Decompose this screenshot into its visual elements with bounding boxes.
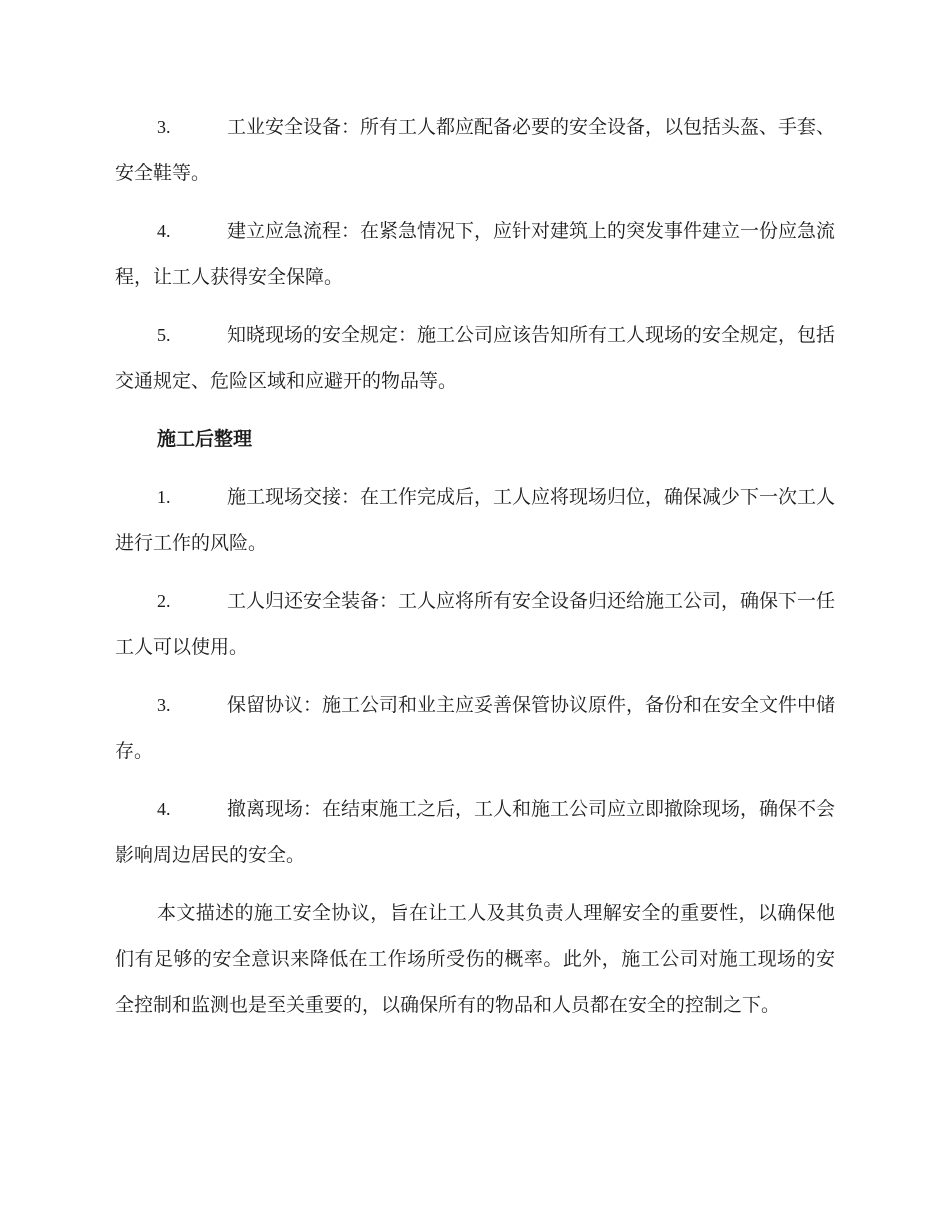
list-text: 建立应急流程：在紧急情况下，应针对建筑上的突发事件建立一份应急流程，让工人获得安全保障。 [115,220,836,288]
list-number: 5. [157,325,171,345]
list-item [115,208,835,300]
list-text: 工业安全设备：所有工人都应配备必要的安全设备，以包括头盔、手套、安全鞋等。 [115,116,836,184]
list-number: 1. [157,487,171,507]
list-text: 知晓现场的安全规定：施工公司应该告知所有工人现场的安全规定，包括交通规定、危险区域和应避开的物品等。 [115,324,836,392]
document-body [115,104,835,1028]
list-item [115,578,835,670]
list-item [115,786,835,878]
list-item [115,474,835,566]
list-text: 撤离现场：在结束施工之后，工人和施工公司应立即撤除现场，确保不会影响周边居民的安全。 [115,798,836,866]
list-number: 3. [157,117,171,137]
closing-paragraph: 本文描述的施工安全协议，旨在让工人及其负责人理解安全的重要性，以确保他们有足够的安全意识来降低在工作场所受伤的概率。此外，施工公司对施工现场的安全控制和监测也是至关重要的，以确保所有的物品和人员都在安全的控制之下。 [115,902,835,1016]
section-heading: 施工后整理 [157,428,253,450]
list-number: 3. [157,695,171,715]
list-text: 施工现场交接：在工作完成后，工人应将现场归位，确保减少下一次工人进行工作的风险。 [115,486,836,554]
list-number: 4. [157,799,171,819]
list-number: 2. [157,591,171,611]
list-number: 4. [157,221,171,241]
list-text: 保留协议：施工公司和业主应妥善保管协议原件，备份和在安全文件中储存。 [115,694,836,762]
list-item [115,682,835,774]
list-item [115,312,835,404]
list-text: 工人归还安全装备：工人应将所有安全设备归还给施工公司，确保下一任工人可以使用。 [115,590,836,658]
list-item [115,104,835,196]
